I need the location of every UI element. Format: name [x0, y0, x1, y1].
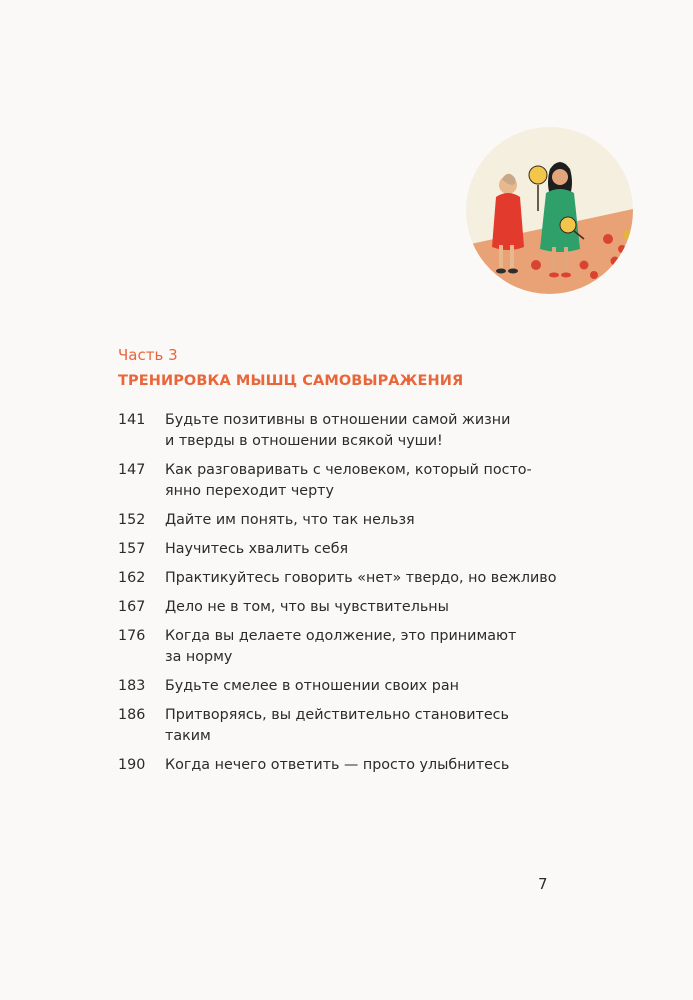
toc-page-number: 141 [118, 412, 146, 428]
toc-title-line: и тверды в отношении всякой чуши! [165, 433, 443, 449]
toc-entry-title [165, 410, 588, 452]
toc-entry-title [165, 510, 588, 531]
toc-entry[interactable] [118, 705, 588, 747]
toc-entry-title [165, 597, 588, 618]
toc-title-line: за норму [165, 649, 233, 665]
toc-entry[interactable] [118, 755, 588, 776]
toc-entry[interactable] [118, 539, 588, 560]
toc-entry-title [165, 539, 588, 560]
toc-entry[interactable] [118, 410, 588, 452]
toc-title-line: Практикуйтесь говорить «нет» твердо, но вежливо [165, 570, 557, 586]
toc-entry-title [165, 626, 588, 668]
toc-page-number: 152 [118, 512, 146, 528]
toc-title-line: Когда вы делаете одолжение, это принимают [165, 628, 517, 644]
two-women-illustration [466, 127, 633, 294]
toc-page-number: 176 [118, 628, 146, 644]
toc-entry-title [165, 460, 588, 502]
toc-entry-title [165, 676, 588, 697]
toc-entry[interactable] [118, 568, 588, 589]
toc-entry[interactable] [118, 597, 588, 618]
toc-title-line: таким [165, 728, 211, 744]
toc-page-number: 167 [118, 599, 146, 615]
toc-page-number: 186 [118, 707, 146, 723]
table-of-contents [118, 410, 588, 784]
toc-title-line: Притворяясь, вы действительно становитесь [165, 707, 509, 723]
toc-title-line: Дело не в том, что вы чувствительны [165, 599, 449, 615]
toc-page-number: 147 [118, 462, 146, 478]
toc-entry[interactable] [118, 510, 588, 531]
toc-entry-title [165, 705, 588, 747]
toc-page-number: 162 [118, 570, 146, 586]
toc-page-number: 183 [118, 678, 146, 694]
toc-title-line: Будьте позитивны в отношении самой жизни [165, 412, 511, 428]
toc-entry[interactable] [118, 676, 588, 697]
toc-title-line: Научитесь хвалить себя [165, 541, 349, 557]
toc-entry[interactable] [118, 460, 588, 502]
toc-title-line: Как разговаривать с человеком, который посто- [165, 462, 532, 478]
part-label: Часть 3 [118, 346, 178, 364]
toc-entry[interactable] [118, 626, 588, 668]
part-title: ТРЕНИРОВКА МЫШЦ САМОВЫРАЖЕНИЯ [118, 373, 464, 389]
toc-title-line: Будьте смелее в отношении своих ран [165, 678, 459, 694]
toc-entry-title [165, 755, 588, 776]
page-number: 7 [538, 875, 548, 893]
toc-page-number: 157 [118, 541, 146, 557]
toc-title-line: янно переходит черту [165, 483, 334, 499]
toc-page-number: 190 [118, 757, 146, 773]
toc-title-line: Дайте им понять, что так нельзя [165, 512, 415, 528]
toc-entry-title [165, 568, 588, 589]
chapter-illustration [466, 127, 633, 294]
toc-title-line: Когда нечего ответить — просто улыбнитесь [165, 757, 510, 773]
